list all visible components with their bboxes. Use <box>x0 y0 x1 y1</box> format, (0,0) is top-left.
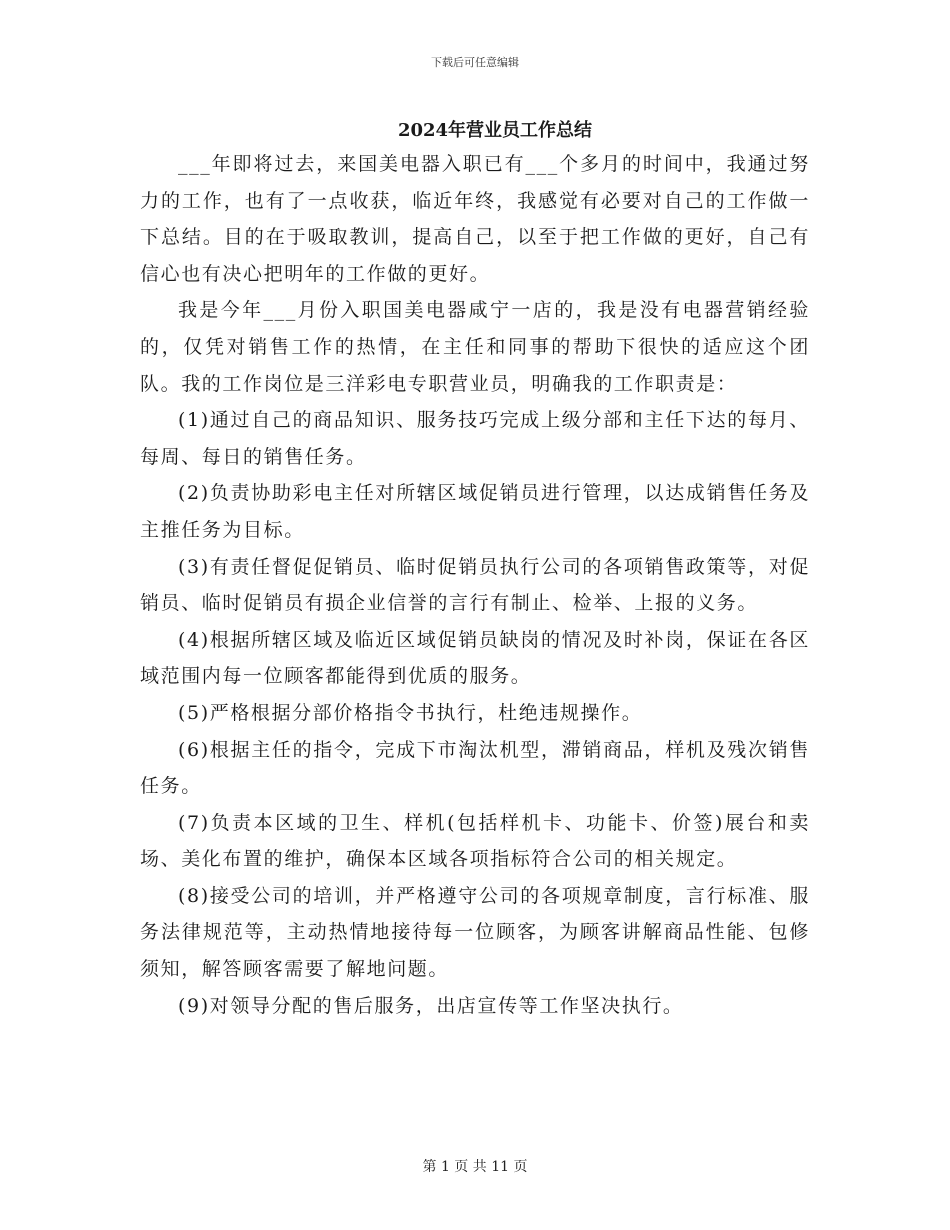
document-title: 2024年营业员工作总结 <box>397 120 593 141</box>
paragraph: (5)严格根据分部价格指令书执行，杜绝违规操作。 <box>178 701 643 724</box>
paragraph: (4)根据所辖区域及临近区域促销员缺岗的情况及时补岗，保证在各区域范围内每一位顾客都能得到优质的服务。 <box>140 628 810 688</box>
paragraph: (2)负责协助彩电主任对所辖区域促销员进行管理，以达成销售任务及主推任务为目标。 <box>140 482 810 541</box>
paragraph: (6)根据主任的指令，完成下市淘汰机型，滞销商品，样机及残次销售任务。 <box>140 738 810 798</box>
paragraph: 我是今年___月份入职国美电器咸宁一店的，我是没有电器营销经验的，仅凭对销售工作的热情，在主任和同事的帮助下很快的适应这个团队。我的工作岗位是三洋彩电专职营业员，明确我的工作职责是： <box>140 299 810 395</box>
paragraph: (1)通过自己的商品知识、服务技巧完成上级分部和主任下达的每月、每周、每日的销售任务。 <box>140 409 810 468</box>
page-indicator: 第 1 页 共 11 页 <box>422 1159 528 1175</box>
paragraph: (9)对领导分配的售后服务，出店宣传等工作坚决执行。 <box>178 994 684 1017</box>
paragraph: (3)有责任督促促销员、临时促销员执行公司的各项销售政策等，对促销员、临时促销员有损企业信誉的言行有制止、检举、上报的义务。 <box>140 555 810 615</box>
paragraph: (7)负责本区域的卫生、样机(包括样机卡、功能卡、价签)展台和卖场、美化布置的维护，确保本区域各项指标符合公司的相关规定。 <box>140 811 810 871</box>
paragraph: (8)接受公司的培训，并严格遵守公司的各项规章制度，言行标准、服务法律规范等，主动热情地接待每一位顾客，为顾客讲解商品性能、包修须知，解答顾客需要了解地问题。 <box>140 884 810 981</box>
document-body <box>140 146 810 1024</box>
header-note: 下载后可任意编辑 <box>431 56 519 69</box>
paragraph: ___年即将过去，来国美电器入职已有___个多月的时间中，我通过努力的工作，也有了一点收获，临近年终，我感觉有必要对自己的工作做一下总结。目的在于吸取教训，提高自己，以至于把工作做的更好，自己有信心也有决心把明年的工作做的更好。 <box>140 153 810 285</box>
